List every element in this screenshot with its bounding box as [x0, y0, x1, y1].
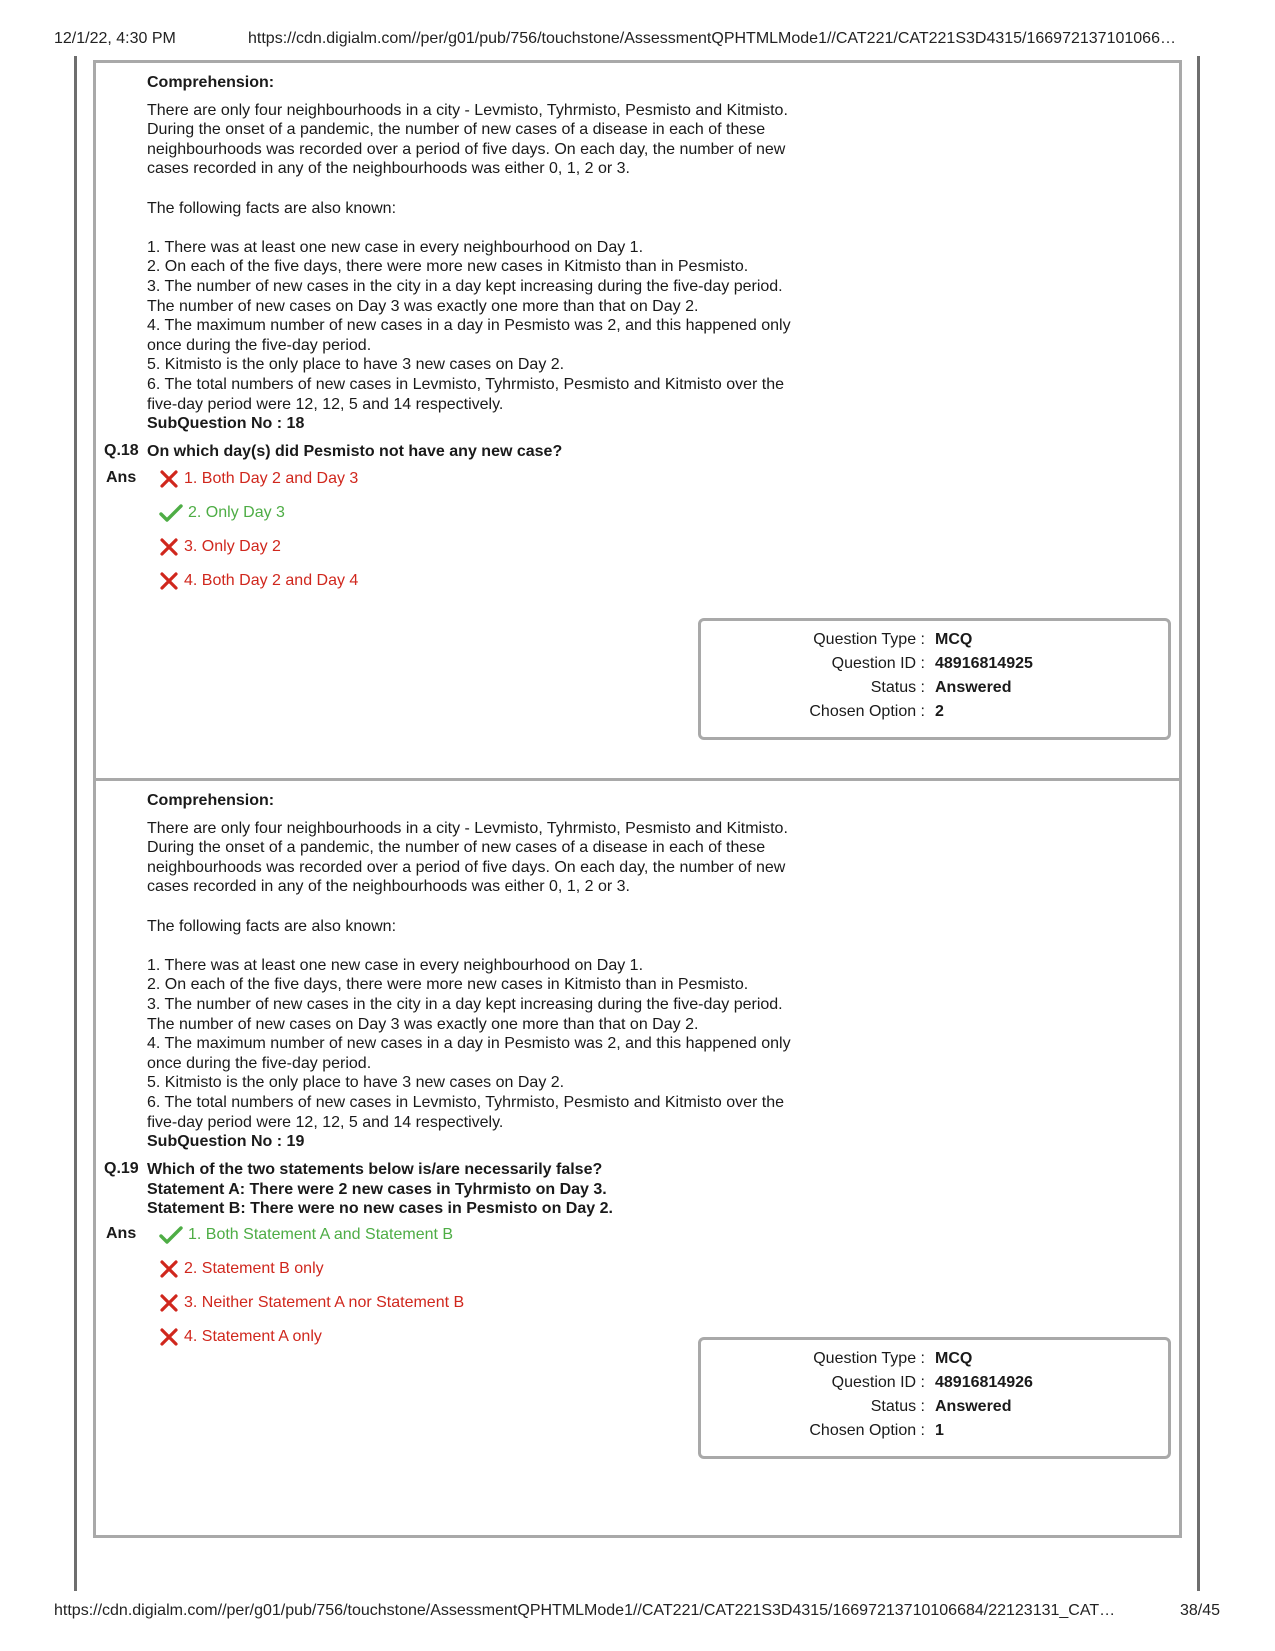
chosen-option-value: 2	[935, 703, 944, 720]
fact-line: 5. Kitmisto is the only place to have 3 new cases on Day 2.	[147, 356, 565, 374]
comp-line: There are only four neighbourhoods in a city - Levmisto, Tyhrmisto, Pesmisto and Kitmisto.	[147, 819, 788, 837]
option: 1. Both Statement A and Statement B	[159, 1225, 453, 1245]
fact-line: 1. There was at least one new case in every neighbourhood on Day 1.	[147, 238, 644, 256]
fact-line: five-day period were 12, 12, 5 and 14 respectively.	[147, 1113, 504, 1131]
question-id-value: 48916814925	[935, 655, 1033, 672]
question-number: Q.18	[104, 442, 139, 459]
chosen-option-label: Chosen Option :	[809, 1422, 925, 1439]
subquestion-label: SubQuestion No : 19	[147, 1133, 305, 1150]
cross-icon	[159, 571, 179, 591]
left-rule	[74, 56, 77, 1591]
comp-line: neighbourhoods was recorded over a period of five days. On each day, the number of new	[147, 858, 786, 876]
question-type-value: MCQ	[935, 1350, 973, 1367]
fact-line: 6. The total numbers of new cases in Levmisto, Tyhrmisto, Pesmisto and Kitmisto over the	[147, 375, 785, 393]
fact-line: 2. On each of the five days, there were more new cases in Kitmisto than in Pesmisto.	[147, 258, 749, 276]
fact-line: 5. Kitmisto is the only place to have 3 new cases on Day 2.	[147, 1074, 565, 1092]
print-url: https://cdn.digialm.com//per/g01/pub/756/touchstone/AssessmentQPHTMLMode1//CAT221/CAT221S3D4315/166972137101066…	[248, 30, 1176, 47]
question-info-box	[698, 1337, 1171, 1459]
subquestion-label: SubQuestion No : 18	[147, 415, 305, 432]
facts-intro: The following facts are also known:	[147, 917, 397, 935]
comp-line: During the onset of a pandemic, the number of new cases of a disease in each of these	[147, 839, 766, 857]
question-type-label: Question Type :	[813, 1350, 925, 1367]
fact-line: 3. The number of new cases in the city in a day kept increasing during the five-day period.	[147, 277, 783, 295]
fact-line: 4. The maximum number of new cases in a day in Pesmisto was 2, and this happened only	[147, 1035, 791, 1053]
cross-icon	[159, 1293, 179, 1313]
facts-intro: The following facts are also known:	[147, 199, 397, 217]
question-text: On which day(s) did Pesmisto not have any new case?	[147, 443, 563, 460]
cross-icon	[159, 469, 179, 489]
check-icon	[159, 1225, 183, 1245]
footer-url: https://cdn.digialm.com//per/g01/pub/756/touchstone/AssessmentQPHTMLMode1//CAT221/CAT221S3D4315/16697213710106684/22123131_CAT…	[54, 1602, 1116, 1619]
chosen-option-value: 1	[935, 1422, 944, 1439]
cross-icon	[159, 537, 179, 557]
fact-line: The number of new cases on Day 3 was exactly one more than that on Day 2.	[147, 1015, 699, 1033]
fact-line: 4. The maximum number of new cases in a day in Pesmisto was 2, and this happened only	[147, 317, 791, 335]
question-id-value: 48916814926	[935, 1374, 1033, 1391]
question-info-box	[698, 618, 1171, 740]
print-date: 12/1/22, 4:30 PM	[54, 30, 176, 47]
fact-line: once during the five-day period.	[147, 336, 372, 354]
option: 1. Both Day 2 and Day 3	[159, 469, 358, 489]
fact-line: 1. There was at least one new case in every neighbourhood on Day 1.	[147, 956, 644, 974]
option: 3. Only Day 2	[159, 537, 281, 557]
fact-line: 6. The total numbers of new cases in Levmisto, Tyhrmisto, Pesmisto and Kitmisto over the	[147, 1093, 785, 1111]
page-number: 38/45	[1180, 1602, 1221, 1619]
comprehension-title: Comprehension:	[147, 74, 275, 91]
question-number: Q.19	[104, 1160, 139, 1177]
fact-line: The number of new cases on Day 3 was exactly one more than that on Day 2.	[147, 297, 699, 315]
status-value: Answered	[935, 679, 1012, 696]
option: 3. Neither Statement A nor Statement B	[159, 1293, 464, 1313]
fact-line: once during the five-day period.	[147, 1054, 372, 1072]
ans-label: Ans	[106, 1225, 137, 1242]
comprehension	[147, 73, 827, 414]
comp-line: cases recorded in any of the neighbourhoods was either 0, 1, 2 or 3.	[147, 878, 630, 896]
fact-line: 2. On each of the five days, there were more new cases in Kitmisto than in Pesmisto.	[147, 976, 749, 994]
fact-line: 3. The number of new cases in the city in a day kept increasing during the five-day period.	[147, 995, 783, 1013]
status-label: Status :	[870, 1398, 925, 1415]
question-id-label: Question ID :	[831, 1374, 925, 1391]
comp-line: cases recorded in any of the neighbourhoods was either 0, 1, 2 or 3.	[147, 160, 630, 178]
ans-label: Ans	[106, 469, 137, 486]
chosen-option-label: Chosen Option :	[809, 703, 925, 720]
comp-line: neighbourhoods was recorded over a period of five days. On each day, the number of new	[147, 140, 786, 158]
comprehension-title: Comprehension:	[147, 792, 275, 809]
check-icon	[159, 503, 183, 523]
option: 2. Only Day 3	[159, 503, 285, 523]
comp-line: During the onset of a pandemic, the number of new cases of a disease in each of these	[147, 121, 766, 139]
question-text: Which of the two statements below is/are necessarily false? Statement A: There were 2 new cases in Tyhrmisto on Day 3. Statement B: There were no new cases in Pesmisto on Day 2.	[147, 1161, 613, 1218]
question-block	[93, 778, 1182, 1538]
comp-line: There are only four neighbourhoods in a city - Levmisto, Tyhrmisto, Pesmisto and Kitmisto.	[147, 101, 788, 119]
question-type-label: Question Type :	[813, 631, 925, 648]
question-type-value: MCQ	[935, 631, 973, 648]
status-label: Status :	[870, 679, 925, 696]
question-block	[93, 60, 1182, 784]
option: 2. Statement B only	[159, 1259, 324, 1279]
fact-line: five-day period were 12, 12, 5 and 14 respectively.	[147, 395, 504, 413]
comprehension	[147, 791, 827, 1132]
status-value: Answered	[935, 1398, 1012, 1415]
question-id-label: Question ID :	[831, 655, 925, 672]
option: 4. Both Day 2 and Day 4	[159, 571, 358, 591]
option: 4. Statement A only	[159, 1327, 322, 1347]
cross-icon	[159, 1259, 179, 1279]
cross-icon	[159, 1327, 179, 1347]
right-rule	[1197, 56, 1200, 1591]
